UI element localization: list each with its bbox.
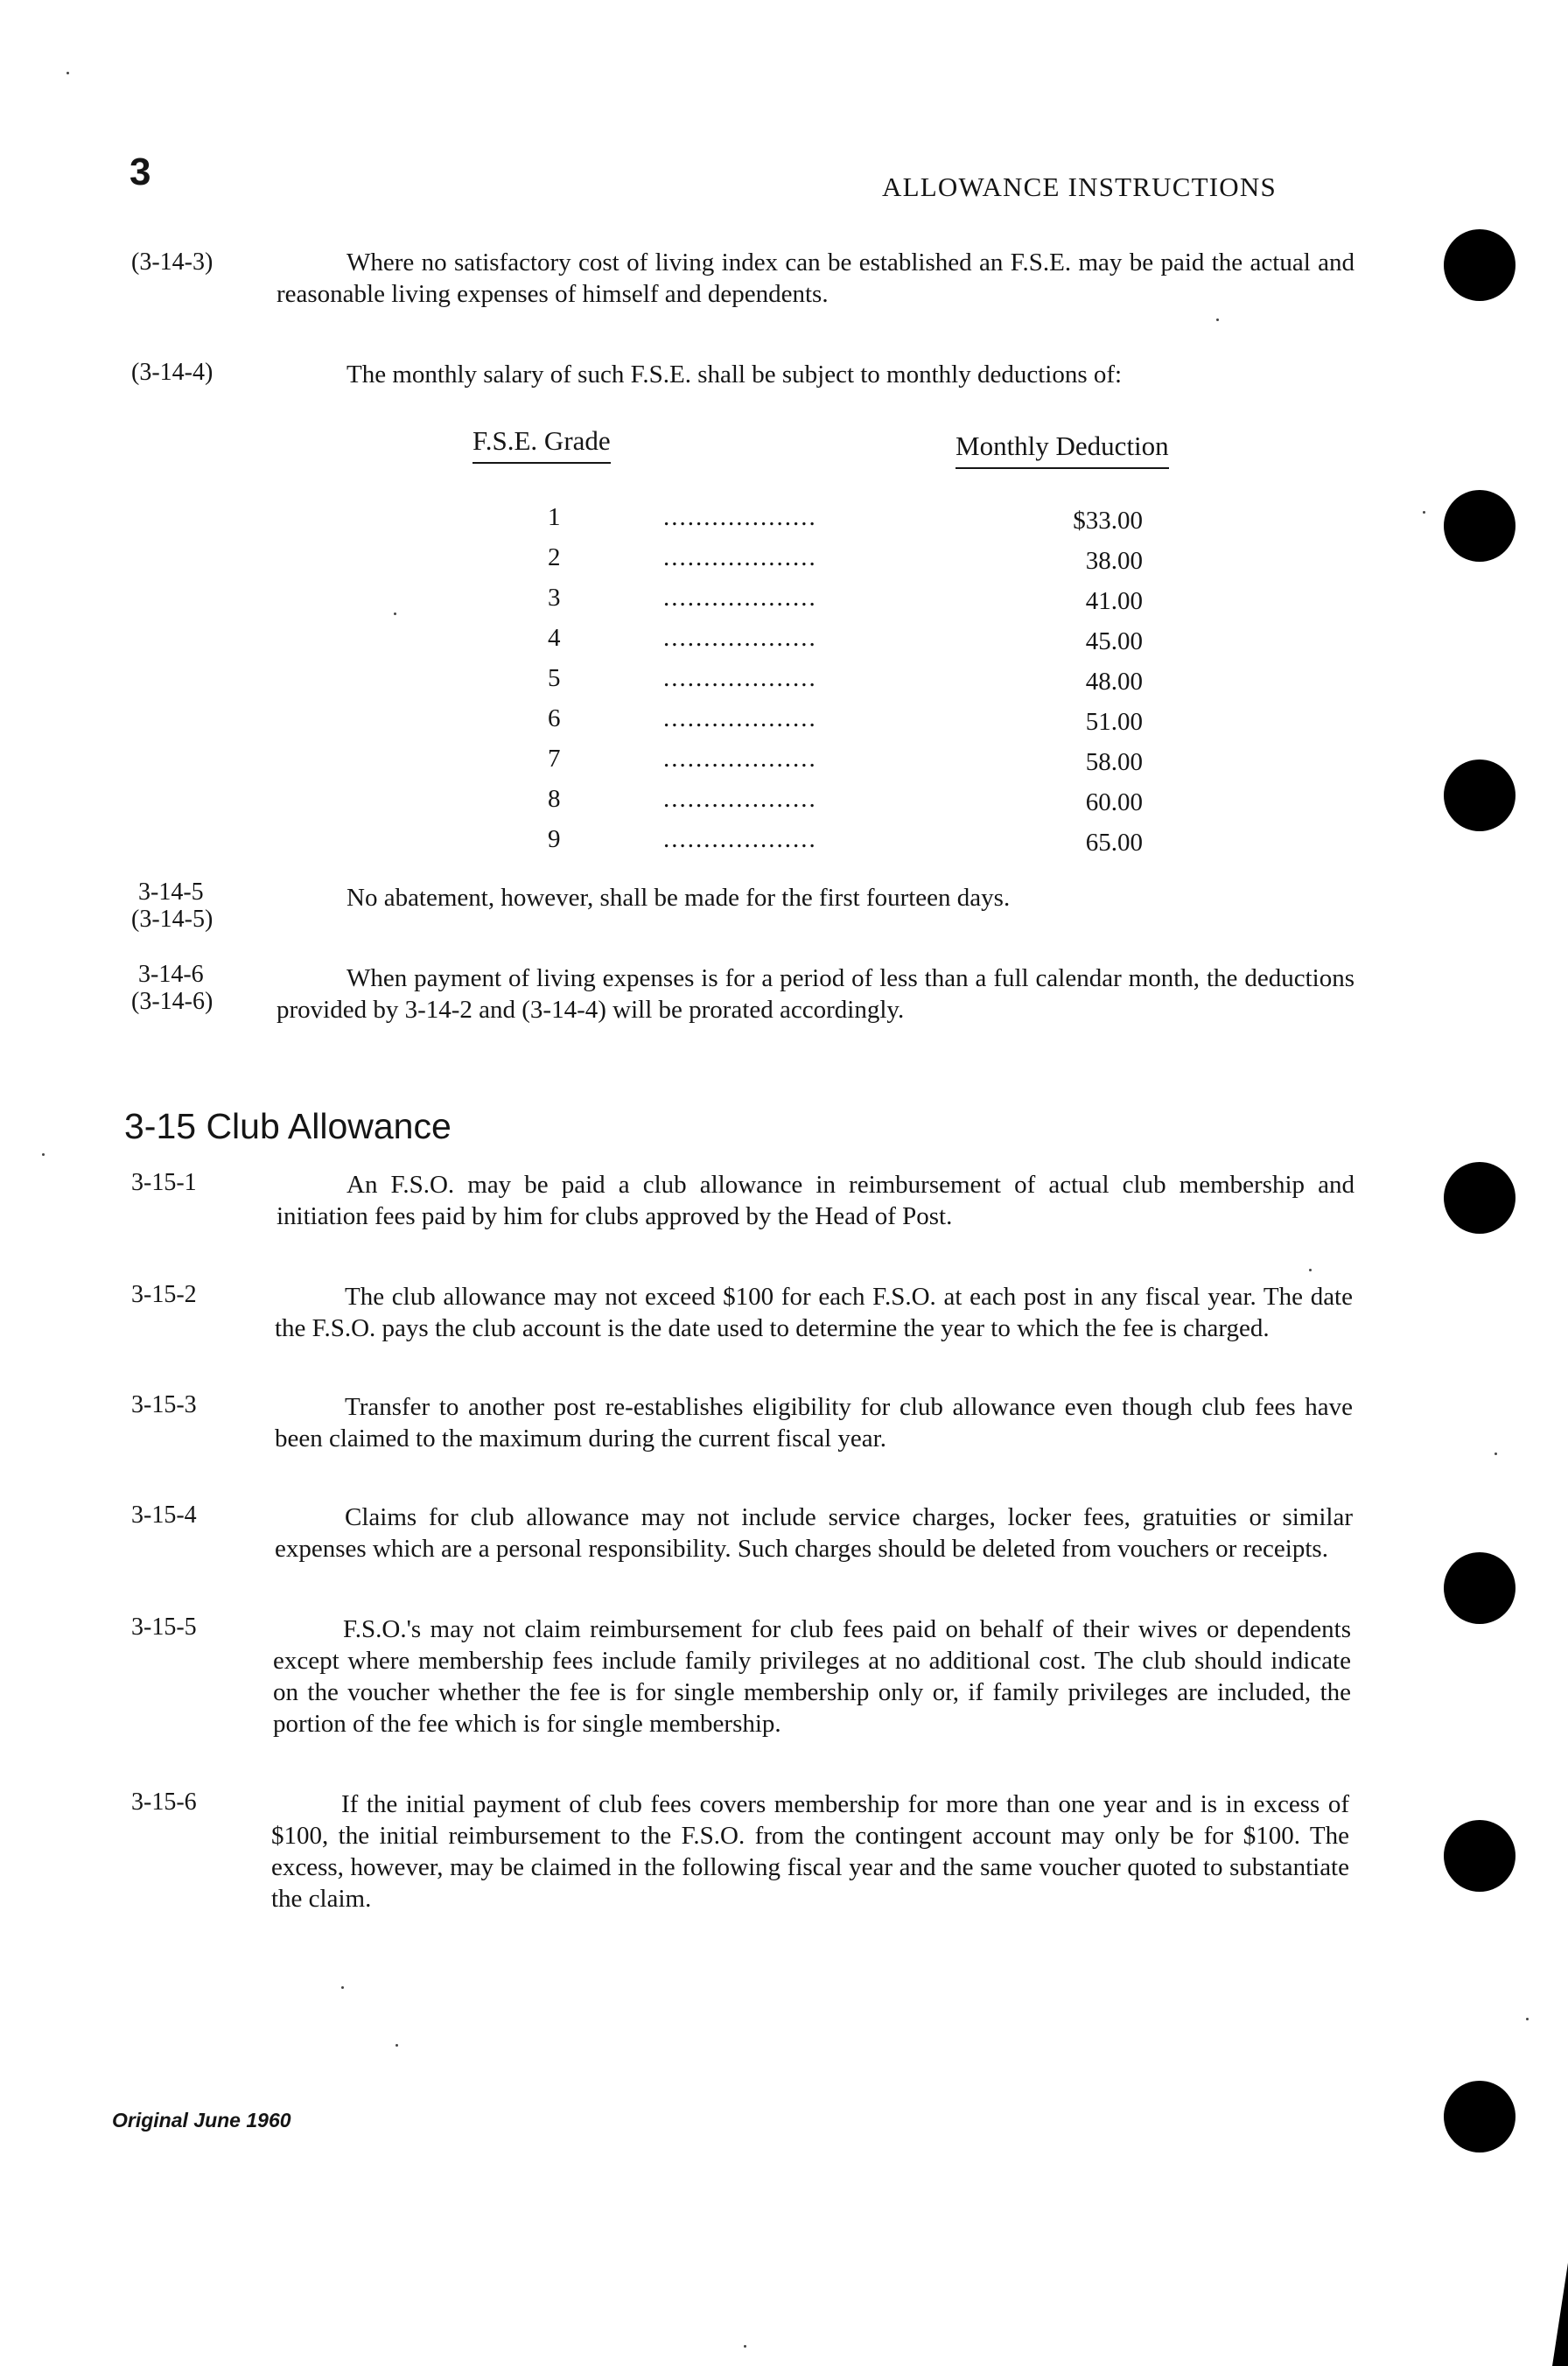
punch-hole [1444, 490, 1516, 562]
paragraph-text: The club allowance may not exceed $100 for each F.S.O. at each post in any fiscal year. The date the F.S.O. pays the club account is the date used to determine the year to which the fee is charged. [275, 1283, 1353, 1342]
paragraph-text: Claims for club allowance may not include service charges, locker fees, gratuities or similar expenses which are a personal responsibility. Such charges should be deleted from vouchers or receipts. [275, 1503, 1353, 1563]
paragraph-text: If the initial payment of club fees covers membership for more than one year and is in excess of $100, the initial reimbursement to the F.S.O. from the contingent account may only be for $100. The excess, however, may be claimed in the following fiscal year and the same voucher quoted to substantiate the claim. [271, 1790, 1349, 1913]
scan-speck [341, 1986, 344, 1989]
scan-speck [744, 2345, 746, 2348]
dot-leader: ................... [663, 745, 817, 773]
paragraph-text: F.S.O.'s may not claim reimbursement for club fees paid on behalf of their wives or dependents except where membership fees include family privileges at no additional cost. The club should indicate on the voucher whether the fee is for single membership only or, if family privileges are included, the portion of the fee which is for single membership. [273, 1615, 1351, 1738]
scan-speck [1526, 2018, 1529, 2020]
punch-hole [1444, 760, 1516, 831]
table-cell-amount: 65.00 [1085, 829, 1143, 857]
section-heading: 3-15 Club Allowance [124, 1106, 452, 1146]
paragraph-number: 3-15-5 [131, 1614, 197, 1641]
scan-speck [66, 72, 69, 74]
paragraph-number: 3-15-4 [131, 1502, 197, 1529]
paragraph-number: 3-15-3 [131, 1391, 197, 1418]
paragraph-number: 3-14-5 (3-14-5) [131, 878, 214, 933]
table-cell-amount: 58.00 [1085, 748, 1143, 776]
table-cell-amount: $33.00 [1073, 507, 1143, 535]
paragraph-text: The monthly salary of such F.S.E. shall be subject to monthly deductions of: [346, 360, 1123, 388]
paragraph-text: Transfer to another post re-establishes eligibility for club allowance even though club fees have been claimed to the maximum during the current fiscal year. [275, 1393, 1353, 1452]
table-cell-amount: 41.00 [1085, 587, 1143, 615]
dot-leaders [663, 497, 952, 859]
footer-edition: Original June 1960 [112, 2109, 291, 2132]
table-cell-amount: 60.00 [1085, 788, 1143, 816]
scan-speck [1494, 1452, 1497, 1455]
dot-leader: ................... [663, 825, 817, 853]
table-cell-grade: 3 [548, 584, 561, 612]
table-cell-grade: 7 [548, 745, 561, 773]
paragraph-text: When payment of living expenses is for a period of less than a full calendar month, the deductions provided by 3-14-2 and (3-14-4) will be prorated accordingly. [276, 964, 1354, 1024]
dot-leader: ................... [663, 624, 817, 652]
table-cell-grade: 5 [548, 664, 561, 692]
table-cell-amount: 38.00 [1085, 547, 1143, 575]
scan-speck [394, 612, 396, 615]
table-cell-amount: 48.00 [1085, 668, 1143, 696]
table-cell-grade: 9 [548, 825, 561, 853]
scan-speck [396, 2044, 398, 2047]
scan-speck [1309, 1269, 1312, 1271]
scan-speck [1423, 511, 1425, 514]
dot-leader: ................... [663, 503, 817, 531]
dot-leader: ................... [663, 543, 817, 571]
table-cell-grade: 2 [548, 543, 561, 571]
table-cell-amount: 51.00 [1085, 708, 1143, 736]
punch-hole [1444, 1820, 1516, 1892]
dot-leader: ................... [663, 704, 817, 732]
punch-hole [1444, 1162, 1516, 1234]
paragraph-text: No abatement, however, shall be made for the first fourteen days. [346, 884, 1011, 912]
table-cell-grade: 4 [548, 624, 561, 652]
paragraph-text: Where no satisfactory cost of living index can be established an F.S.E. may be paid the actual and reasonable living expenses of himself and dependents. [276, 248, 1354, 308]
punch-hole [1444, 229, 1516, 301]
running-head: ALLOWANCE INSTRUCTIONS [882, 172, 1277, 202]
punch-hole [1444, 1552, 1516, 1624]
grade-column [548, 497, 565, 859]
dot-leader: ................... [663, 785, 817, 813]
punch-hole [1444, 2081, 1516, 2152]
page-number: 3 [130, 150, 151, 193]
dot-leader: ................... [663, 664, 817, 692]
scan-speck [1216, 318, 1219, 321]
table-cell-grade: 6 [548, 704, 561, 732]
table-cell-grade: 1 [548, 503, 561, 531]
paragraph-number: 3-15-6 [131, 1788, 197, 1816]
paragraph-text: An F.S.O. may be paid a club allowance in reimbursement of actual club membership and initiation fees paid by him for clubs approved by the Head of Post. [276, 1171, 1354, 1230]
table-header-deduction: Monthly Deduction [956, 430, 1169, 469]
scan-edge-mark [1552, 2263, 1568, 2366]
paragraph-number: 3-14-6 (3-14-6) [131, 961, 214, 1015]
dot-leader: ................... [663, 584, 817, 612]
table-cell-amount: 45.00 [1085, 627, 1143, 655]
paragraph-number: 3-15-1 [131, 1169, 197, 1196]
paragraph-number: (3-14-4) [131, 359, 214, 386]
amount-column [1006, 500, 1143, 863]
table-cell-grade: 8 [548, 785, 561, 813]
scan-speck [42, 1153, 45, 1156]
table-header-grade: F.S.E. Grade [472, 425, 611, 464]
paragraph-number: (3-14-3) [131, 248, 214, 276]
paragraph-number: 3-15-2 [131, 1281, 197, 1308]
